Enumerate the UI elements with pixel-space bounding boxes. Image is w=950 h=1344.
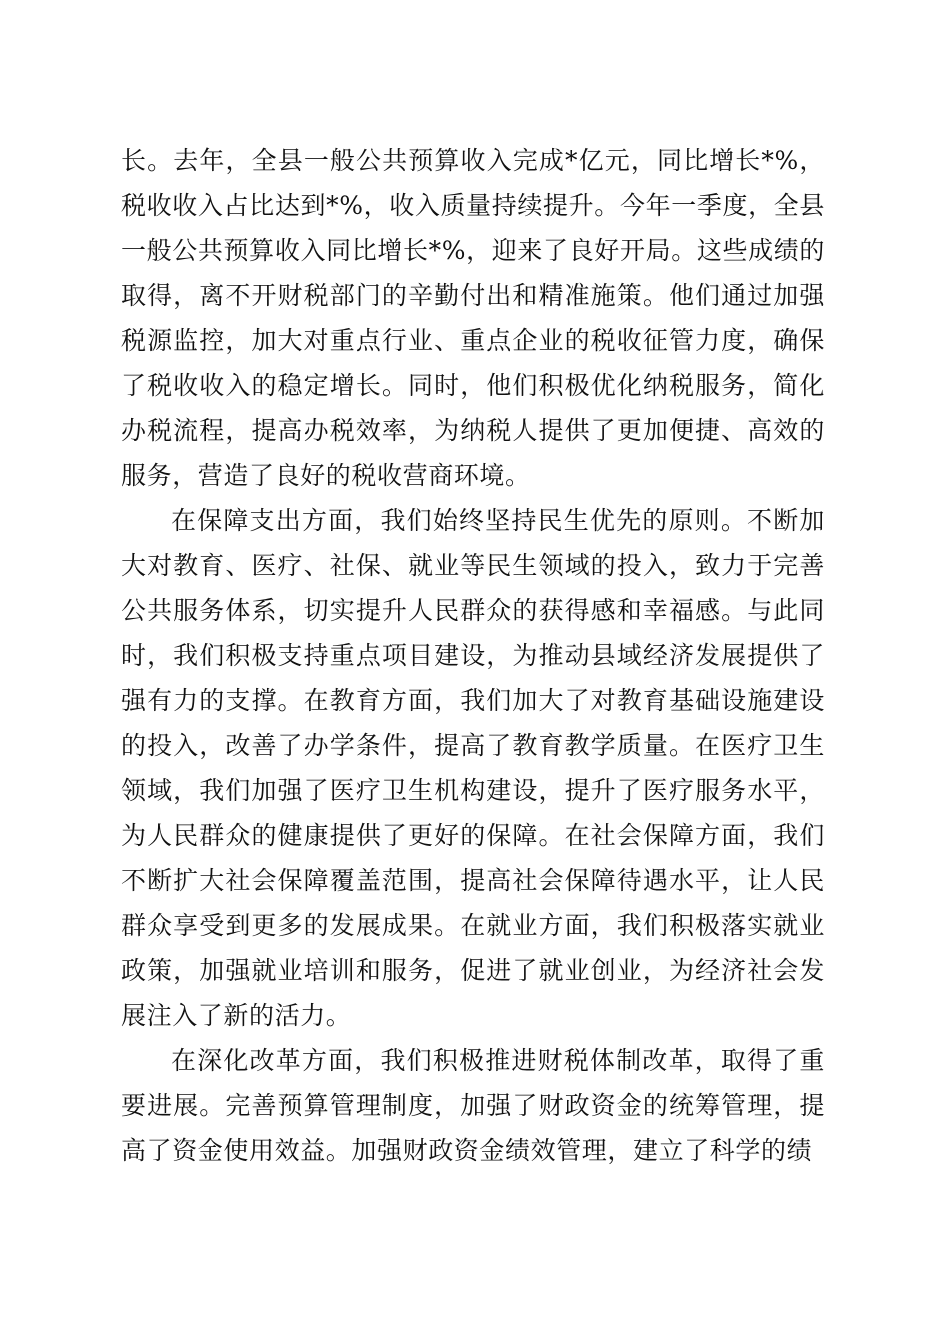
document-body bbox=[121, 138, 825, 1173]
paragraph-expenditure: 在保障支出方面，我们始终坚持民生优先的原则。不断加大对教育、医疗、社保、就业等民生领域的投入，致力于完善公共服务体系，切实提升人民群众的获得感和幸福感。与此同时，我们积极支持重点项目建设，为推动县域经济发展提供了强有力的支撑。在教育方面，我们加大了对教育基础设施建设的投入，改善了办学条件，提高了教育教学质量。在医疗卫生领域，我们加强了医疗卫生机构建设，提升了医疗服务水平，为人民群众的健康提供了更好的保障。在社会保障方面，我们不断扩大社会保障覆盖范围，提高社会保障待遇水平，让人民群众享受到更多的发展成果。在就业方面，我们积极落实就业政策，加强就业培训和服务，促进了就业创业，为经济社会发展注入了新的活力。 bbox=[121, 506, 825, 1030]
paragraph-revenue: 长。去年，全县一般公共预算收入完成*亿元，同比增长*%，税收收入占比达到*%，收入质量持续提升。今年一季度，全县一般公共预算收入同比增长*%，迎来了良好开局。这些成绩的取得，离不开财税部门的辛勤付出和精准施策。他们通过加强税源监控，加大对重点行业、重点企业的税收征管力度，确保了税收收入的稳定增长。同时，他们积极优化纳税服务，简化办税流程，提高办税效率，为纳税人提供了更加便捷、高效的服务，营造了良好的税收营商环境。 bbox=[121, 146, 825, 490]
paragraph-reform: 在深化改革方面，我们积极推进财税体制改革，取得了重要进展。完善预算管理制度，加强了财政资金的统筹管理，提高了资金使用效益。加强财政资金绩效管理，建立了科学的绩 bbox=[121, 1046, 825, 1165]
